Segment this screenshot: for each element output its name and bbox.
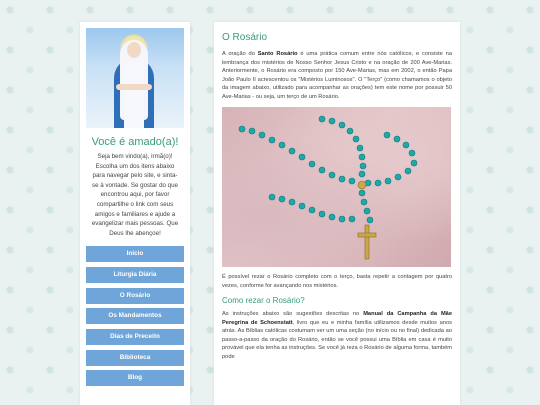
nav-os-mandamentos[interactable]: Os Mandamentos [86,308,184,324]
section-heading: Como rezar o Rosário? [222,296,305,305]
sidebar-nav [86,246,184,386]
our-lady-image [86,28,184,128]
nav-dias-de-preceito[interactable]: Dias de Preceito [86,329,184,345]
rosary-photo [222,107,451,267]
intro-paragraph: A oração do Santo Rosário é uma prática comum entre nós católicos, e consiste na lembrança dos mistérios de Nosso Senhor Jesus Cristo e na oração de 200 Ave-Marias. Anteriormente, o Rosário era composto por 150 Ave-Marias, mas em 2002, o então Papa João Paulo II acrescentou os "Mistérios Luminosos". O "Terço" (como chamamos o objeto da imagem abaixo, utilizado para acompanhar as orações) tem este nome por possuir 50 Ave-Marias - ou seja, um terço de um Rosário. [222,51,452,100]
instructions-paragraph: As instruções abaixo são sugestões descritas no Manual da Campanha da Mãe Peregrina de Schoenstatt, livro que eu e minha família utilizamos desde muitos anos atrás. As Bíblias católicas costumam ver um uma seção (no início ou no final) dedicada ao passo-a-passo da oração do Rosário, então se você possui uma Bíblia em casa é muito provável que ela tenha as instruções. Se você já reza o Rosário de alguma forma, também pode [222,311,453,360]
sidebar [80,22,190,405]
nav-o-rosario[interactable]: O Rosário [86,288,184,304]
main-content [214,22,460,405]
sidebar-intro: Seja bem vindo(a), irmã(o)! Escolha um dos itens abaixo para navegar pelo site, e sinta-se à vontade. Se gostar do que encontrou aqui, por favor compartilhe o link com seus amigos e familiares e ajude a evangelizar mais pessoas. Que Deus lhe abençoe! [91,153,179,237]
nav-blog[interactable]: Blog [86,370,184,386]
tip-paragraph: É possível rezar o Rosário completo com o terço, basta repetir a contagem por quatro vezes, conforme for avançando nos mistérios. [222,274,452,289]
rosary-beads-illustration [222,107,451,267]
nav-liturgia-diaria[interactable]: Liturgia Diária [86,267,184,283]
nav-biblioteca[interactable]: Biblioteca [86,350,184,366]
nav-inicio[interactable]: Início [86,246,184,262]
page-title: O Rosário [222,32,268,43]
sidebar-title: Você é amado(a)! [91,136,179,148]
